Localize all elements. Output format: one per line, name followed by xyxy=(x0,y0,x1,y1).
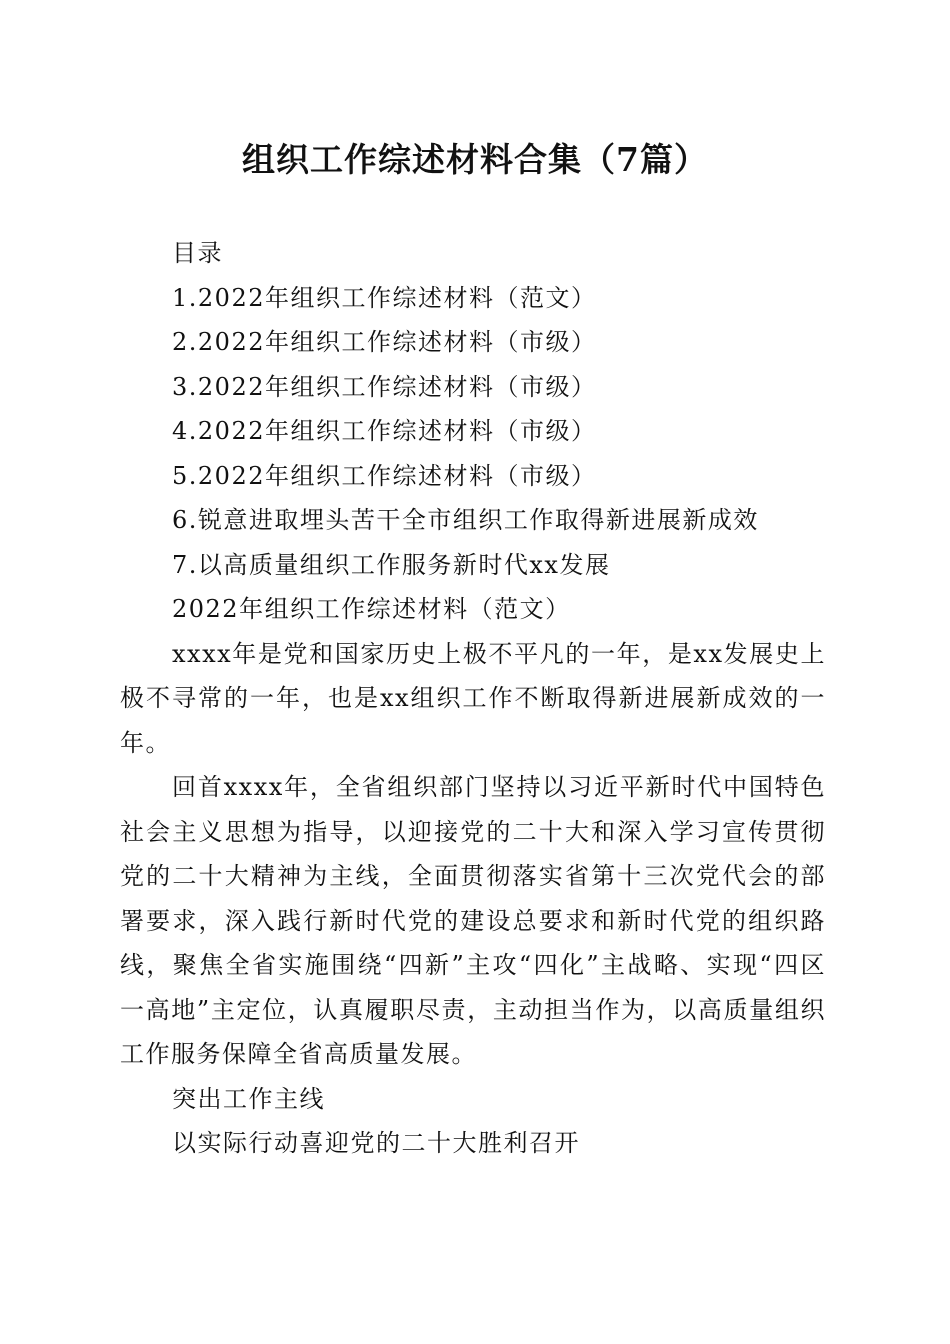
toc-item: 4.2022年组织工作综述材料（市级） xyxy=(172,417,597,445)
toc-item: 5.2022年组织工作综述材料（市级） xyxy=(172,461,597,490)
toc-item: 6.锐意进取埋头苦干全市组织工作取得新进展新成效 xyxy=(172,506,759,534)
body-paragraph: xxxx年是党和国家历史上极不平凡的一年，是xx发展史上极不寻常的一年，也是xx组织工作不断取得新进展新成效的一年。 xyxy=(120,639,826,757)
toc-item: 1.2022年组织工作综述材料（范文） xyxy=(172,283,597,312)
document-title: 组织工作综述材料合集（7篇） xyxy=(242,140,708,179)
section-title: 2022年组织工作综述材料（范文） xyxy=(172,595,571,623)
subheading: 突出工作主线 xyxy=(172,1084,325,1113)
toc-item: 7.以高质量组织工作服务新时代xx发展 xyxy=(172,550,611,579)
toc-item: 2.2022年组织工作综述材料（市级） xyxy=(172,328,597,356)
subheading: 以实际行动喜迎党的二十大胜利召开 xyxy=(172,1129,580,1157)
toc-item: 3.2022年组织工作综述材料（市级） xyxy=(172,372,597,401)
document-body xyxy=(120,231,826,1166)
toc-heading: 目录 xyxy=(172,239,223,267)
body-paragraph: 回首xxxx年，全省组织部门坚持以习近平新时代中国特色社会主义思想为指导，以迎接党的二十大和深入学习宣传贯彻党的二十大精神为主线，全面贯彻落实省第十三次党代会的部署要求，深入践行新时代党的建设总要求和新时代党的组织路线，聚焦全省实施围绕“四新”主攻“四化”主战略、实现“四区一高地”主定位，认真履职尽责，主动担当作为，以高质量组织工作服务保障全省高质量发展。 xyxy=(120,773,826,1068)
